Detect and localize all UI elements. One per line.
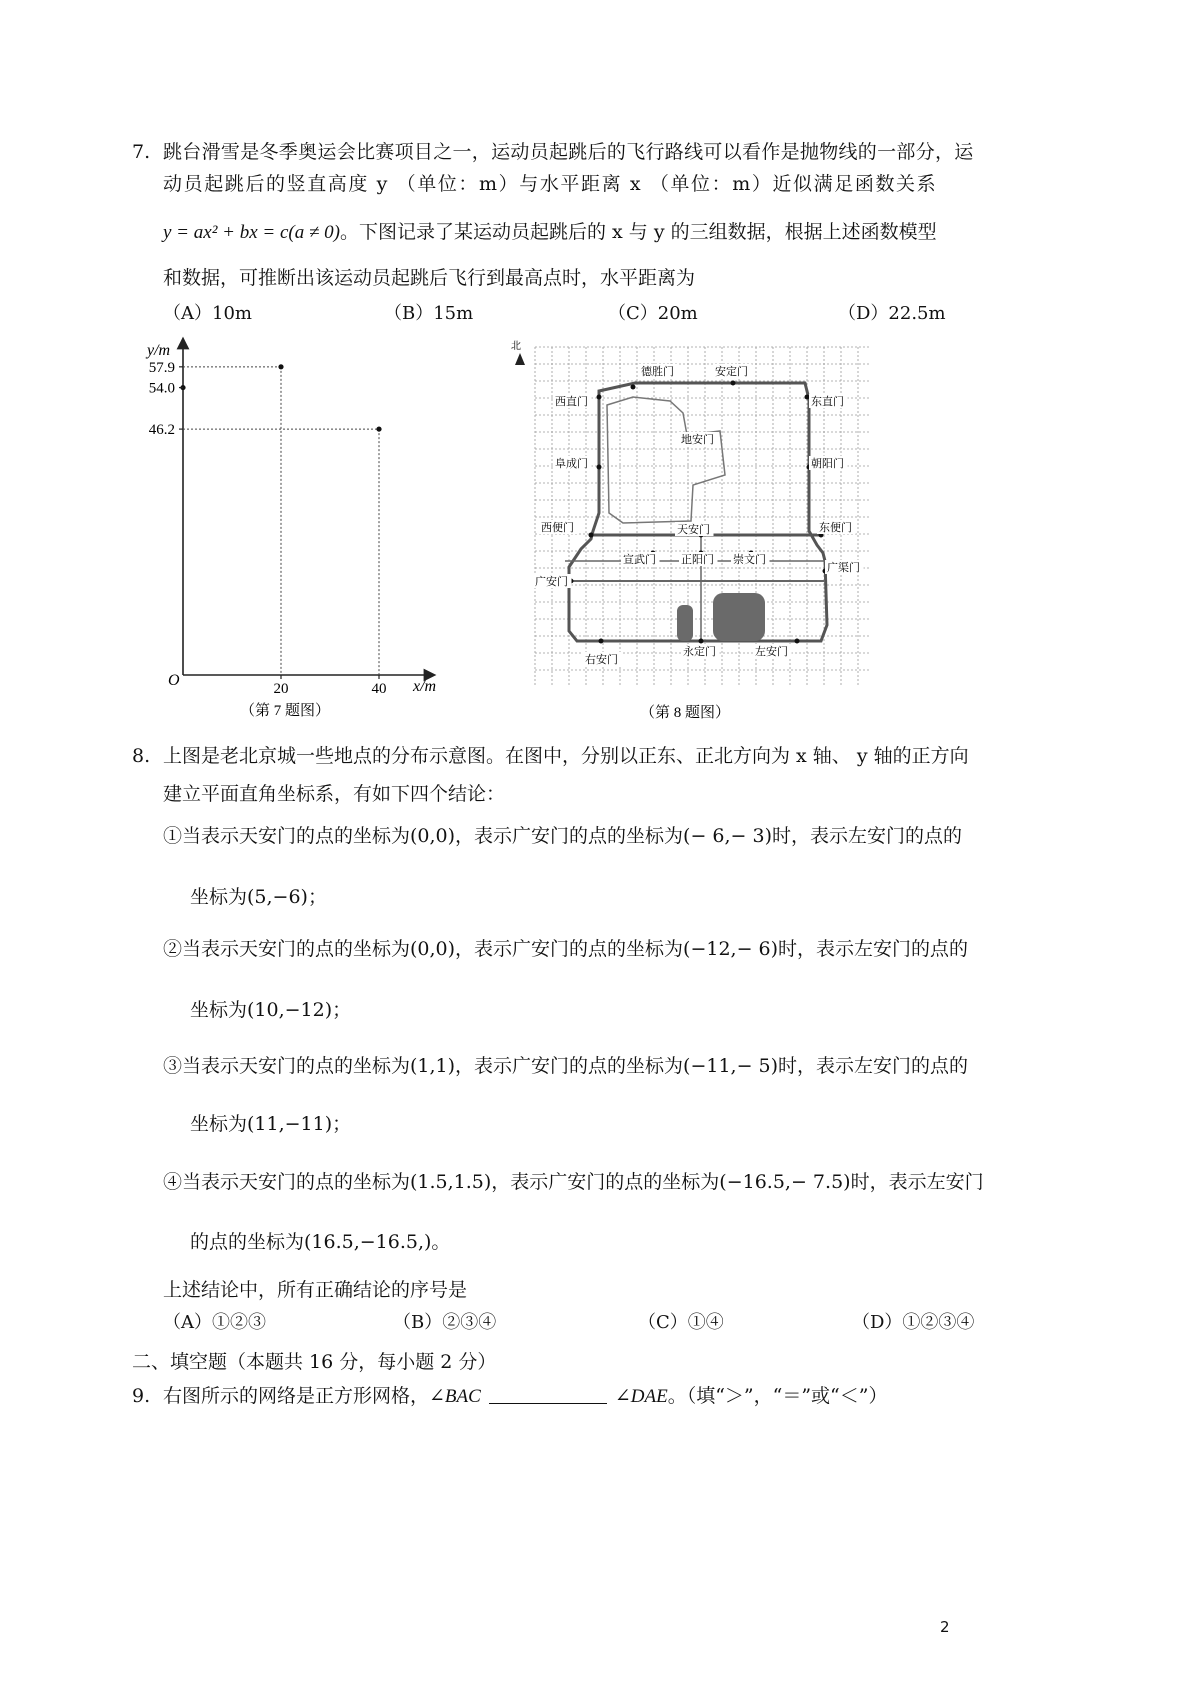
q8-conclusion-1a: ①当表示天安门的点的坐标为(0,0)，表示广安门的点的坐标为(− 6,− 3)时，表示左安门的点的 (163, 825, 963, 847)
imperial-area-outline (607, 397, 725, 523)
q9-number: 9. (132, 1385, 151, 1407)
q7-option-d: （D）22.5m (838, 303, 946, 324)
north-label: 北 (511, 341, 521, 352)
map-label-7: 西便门 (541, 522, 574, 534)
tiantan-block (713, 593, 765, 641)
map-label-0: 德胜门 (641, 366, 674, 378)
q8-map-caption: （第 8 题图） (640, 705, 731, 721)
map-point-0 (631, 385, 636, 390)
q8-line-1: 上图是老北京城一些地点的分布示意图。在图中，分别以正东、正北方向为 x 轴、 y 轴的正方向 (163, 745, 969, 767)
map-point-1 (731, 381, 736, 386)
q7-line-1: 跳台滑雪是冬季奥运会比赛项目之一，运动员起跳后的飞行路线可以看作是抛物线的一部分，运 (163, 141, 974, 163)
q7-line-2: 动员起跳后的竖直高度 y （单位：m）与水平距离 x （单位：m）近似满足函数关系 (163, 173, 938, 195)
q7-option-b: （B）15m (384, 303, 474, 324)
map-label-13: 广渠门 (827, 562, 860, 574)
q8-conclusion-3b: 坐标为(11,−11)； (190, 1113, 352, 1135)
q9-angle-dae: ∠DAE (614, 1386, 668, 1407)
map-point-7 (589, 533, 594, 538)
map-label-4: 地安门 (681, 434, 714, 446)
q7-formula: y = ax² + bx = c(a ≠ 0) (163, 222, 340, 243)
xiannongtan-block (677, 605, 693, 641)
map-label-6: 朝阳门 (811, 458, 844, 470)
q8-conclusion-4a: ④当表示天安门的点的坐标为(1.5,1.5)，表示广安门的点的坐标为(−16.5,− 7.5)时，表示左安门 (163, 1171, 984, 1193)
map-label-5: 阜成门 (555, 458, 588, 470)
q8-conclusion-3a: ③当表示天安门的点的坐标为(1,1)，表示广安门的点的坐标为(−11,− 5)时，表示左安门的点的 (163, 1055, 969, 1077)
map-label-1: 安定门 (715, 366, 748, 378)
q7-line-3-text: 。下图记录了某运动员起跳后的 x 与 y 的三组数据，根据上述函数模型 (339, 221, 937, 243)
x-tick-label-0: 20 (273, 681, 289, 697)
map-point-16 (699, 639, 704, 644)
x-tick-label-1: 40 (371, 681, 387, 697)
q9-line (163, 1382, 887, 1411)
north-arrow-icon (515, 353, 525, 365)
q7-option-c: （C）20m (608, 303, 698, 324)
q8-map (505, 335, 875, 727)
page-number: 2 (940, 1618, 950, 1636)
q7-line-4: 和数据，可推断出该运动员起跳后飞行到最高点时，水平距离为 (163, 267, 696, 289)
data-point-2 (376, 426, 381, 431)
map-label-10: 宣武门 (623, 554, 656, 566)
y-tick-label-0: 57.9 (148, 359, 175, 376)
q8-conclusion-4b: 的点的坐标为(16.5,−16.5,)。 (190, 1231, 451, 1253)
map-label-2: 西直门 (555, 396, 588, 408)
map-label-11: 正阳门 (681, 554, 714, 566)
q7-chart (130, 335, 460, 725)
map-label-16: 永定门 (683, 646, 716, 658)
q7-line-3 (163, 218, 937, 247)
q8-option-b: （B）②③④ (393, 1312, 497, 1333)
q7-option-a: （A）10m (163, 303, 252, 324)
q8-line-2: 建立平面直角坐标系，有如下四个结论： (163, 783, 506, 805)
y-tick-label-2: 46.2 (148, 422, 175, 439)
data-point-1 (278, 364, 283, 369)
q8-conclusion-2b: 坐标为(10,−12)； (190, 999, 352, 1021)
map-label-8: 天安门 (677, 524, 710, 536)
q7-chart-caption: （第 7 题图） (240, 703, 331, 719)
q8-option-d: （D）①②③④ (852, 1312, 975, 1333)
q8-option-a: （A）①②③ (163, 1312, 266, 1333)
q7-number: 7. (132, 141, 151, 163)
q9-angle-bac: ∠BAC (429, 1386, 481, 1407)
map-point-17 (795, 639, 800, 644)
section-2-heading: 二、填空题（本题共 16 分，每小题 2 分） (132, 1351, 497, 1373)
q8-option-c: （C）①④ (638, 1312, 724, 1333)
q9-text-b: 。（填“＞”，“＝”或“＜”） (667, 1385, 888, 1407)
map-label-14: 广安门 (535, 576, 568, 588)
x-axis-label: x/m (413, 678, 437, 695)
map-label-15: 右安门 (585, 654, 618, 666)
q8-question: 上述结论中，所有正确结论的序号是 (163, 1279, 468, 1301)
map-label-17: 左安门 (755, 646, 788, 658)
q8-number: 8. (132, 745, 151, 767)
map-point-5 (597, 465, 602, 470)
map-label-3: 东直门 (811, 396, 844, 408)
q9-text-a: 右图所示的网络是正方形网格， (163, 1385, 430, 1407)
y-tick-label-1: 54.0 (148, 380, 175, 397)
map-point-15 (599, 639, 604, 644)
map-point-3 (805, 395, 810, 400)
origin-label: O (168, 672, 180, 689)
q9-answer-blank[interactable] (489, 1383, 607, 1404)
map-label-9: 东便门 (819, 522, 852, 534)
map-point-2 (597, 395, 602, 400)
q8-conclusion-2a: ②当表示天安门的点的坐标为(0,0)，表示广安门的点的坐标为(−12,− 6)时，表示左安门的点的 (163, 938, 969, 960)
y-axis-label: y/m (147, 342, 171, 359)
map-label-12: 崇文门 (733, 554, 766, 566)
q8-conclusion-1b: 坐标为(5,−6)； (190, 886, 327, 908)
